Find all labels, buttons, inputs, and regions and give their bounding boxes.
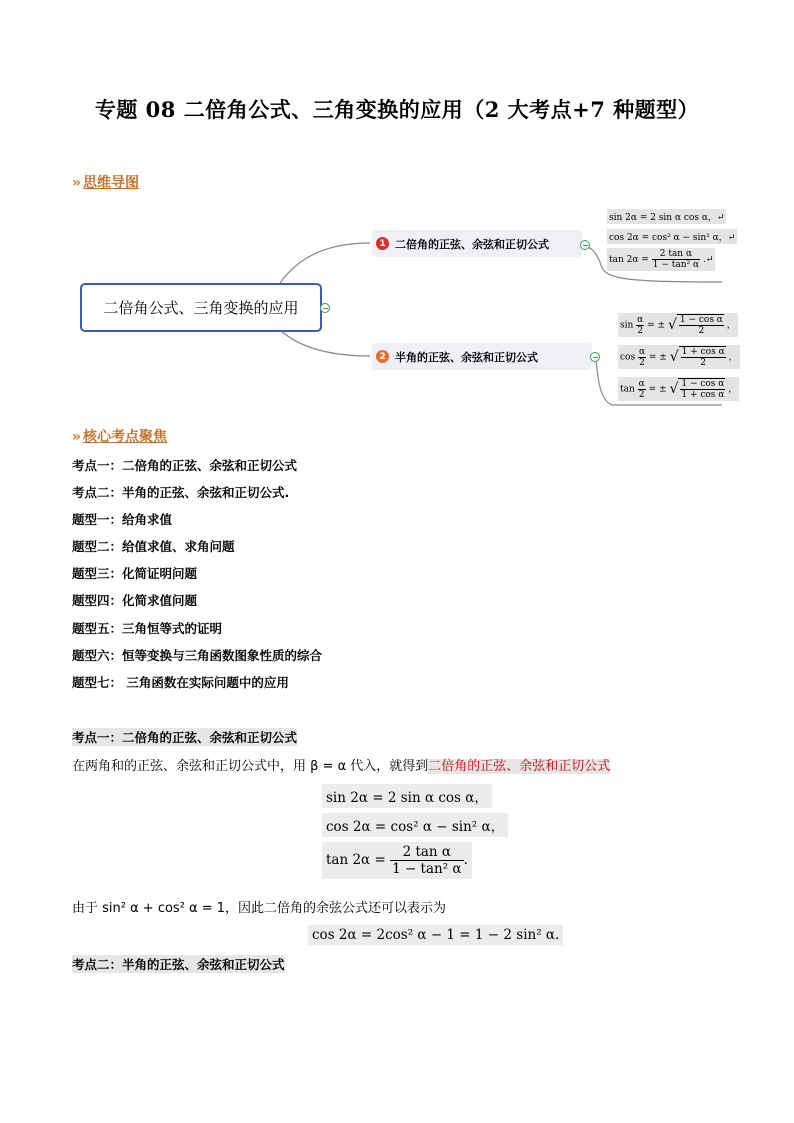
- mini-tan-end: .↵: [702, 255, 714, 265]
- frac-den: 2: [637, 325, 644, 336]
- mini-half-mid: = ±: [648, 352, 667, 363]
- list-item: 考点二：半角的正弦、余弦和正切公式.: [72, 485, 290, 500]
- list-item: 题型二：给值求值、求角问题: [72, 539, 235, 554]
- mini-half-end: ，: [728, 384, 738, 395]
- mini-half-mid: = ±: [647, 320, 666, 331]
- mini-formula-cos2a: cos 2α = cos² α − sin² α，↵: [607, 229, 737, 244]
- mini-formula-sin-half: [618, 313, 738, 337]
- frac-num: α: [638, 378, 645, 389]
- list-item: 考点一：二倍角的正弦、余弦和正切公式: [72, 458, 298, 473]
- section2-heading: 考点二：半角的正弦、余弦和正切公式: [72, 957, 285, 972]
- frac-den: 2: [700, 358, 707, 368]
- branch-2-label: 半角的正弦、余弦和正切公式: [395, 350, 538, 364]
- frac-den: 1 − tan² α: [392, 861, 462, 877]
- list-item: 题型四：化简求值问题: [72, 593, 198, 608]
- frac-den: 2: [638, 389, 645, 400]
- tan-lhs: tan 2α =: [326, 852, 386, 868]
- intro-highlight: 二倍角的正弦、余弦和正切公式: [428, 759, 611, 774]
- mini-half-sqrt: [678, 378, 725, 400]
- list-item: 题型一：给角求值: [72, 512, 173, 527]
- mini-formula-tan2a: [607, 248, 715, 271]
- page-title: 专题 08 二倍角公式、三角变换的应用（2 大考点+7 种题型）: [94, 97, 700, 122]
- tan-frac: [390, 844, 463, 877]
- mini-half-lhs: cos: [620, 352, 636, 363]
- frac-den: 2: [639, 357, 645, 368]
- section1-note: 由于 sin² α + cos² α = 1，因此二倍角的余弦公式还可以表示为: [72, 901, 447, 916]
- formula-cos2a: cos 2α = cos² α − sin² α，: [322, 813, 508, 837]
- frac-den: 1 + cos α: [681, 390, 725, 400]
- branch-1-label: 二倍角的正弦、余弦和正切公式: [395, 237, 549, 251]
- mini-half-frac: [638, 379, 646, 400]
- mini-half-end: ，: [728, 352, 738, 363]
- mini-formula-tan-half: [618, 377, 739, 401]
- section1-intro: [72, 755, 610, 774]
- mini-formula-cos-half: [618, 345, 740, 369]
- formula-sin2a: sin 2α = 2 sin α cos α，: [322, 784, 492, 808]
- mini-half-frac: [636, 315, 644, 336]
- mini-half-sqrt: [679, 346, 726, 368]
- double-chevron-icon: »: [72, 175, 82, 191]
- mini-tan-num: 2 tan α: [652, 249, 700, 260]
- frac-num: 1 + cos α: [681, 347, 725, 357]
- frac-num: 2 tan α: [390, 844, 463, 861]
- mini-half-lhs: tan: [620, 384, 635, 395]
- frac-num: α: [637, 314, 644, 325]
- mini-half-lhs: sin: [620, 320, 634, 331]
- mini-half-end: ，: [726, 320, 736, 331]
- mini-half-mid: = ±: [648, 384, 667, 395]
- core-heading: [72, 426, 167, 446]
- intro-text: 在两角和的正弦、余弦和正切公式中，用 β = α 代入，就得到: [72, 759, 429, 774]
- badge-2-icon: 2: [376, 350, 389, 363]
- mini-half-frac: [638, 347, 646, 368]
- mindmap-heading-label: 思维导图: [83, 175, 140, 191]
- double-chevron-icon: »: [72, 429, 82, 445]
- list-item: 题型三：化简证明问题: [72, 566, 198, 581]
- frac-num: 1 − cos α: [681, 379, 725, 389]
- mindmap-branch-1: [372, 230, 582, 257]
- list-item: 题型五：三角恒等式的证明: [72, 621, 223, 636]
- formula-cos2a-alt: cos 2α = 2cos² α − 1 = 1 − 2 sin² α.: [308, 925, 563, 945]
- section1-heading: 考点一：二倍角的正弦、余弦和正切公式: [72, 730, 298, 745]
- frac-den: 2: [698, 326, 705, 336]
- core-heading-label: 核心考点聚焦: [83, 429, 168, 445]
- collapse-icon[interactable]: [580, 240, 590, 250]
- frac-num: 1 − cos α: [679, 315, 723, 325]
- formula-tan2a: [322, 842, 472, 879]
- sqrt-icon: √: [667, 317, 677, 333]
- mini-half-sqrt: [677, 314, 724, 336]
- mini-formula-sin2a: sin 2α = 2 sin α cos α，↵: [607, 209, 726, 224]
- list-item: 题型六：恒等变换与三角函数图象性质的综合: [72, 648, 323, 663]
- mini-tan-frac: [652, 249, 700, 270]
- collapse-icon[interactable]: [320, 303, 330, 313]
- center-node-label: 二倍角公式、三角变换的应用: [103, 299, 299, 317]
- frac-num: α: [638, 346, 646, 357]
- mini-tan-lhs: tan 2α =: [609, 255, 649, 265]
- sqrt-icon: √: [669, 381, 679, 397]
- mini-tan-den: 1 − tan² α: [652, 260, 700, 270]
- mindmap-branch-2: [372, 343, 592, 370]
- badge-1-icon: 1: [376, 237, 389, 250]
- sqrt-icon: √: [669, 349, 679, 365]
- collapse-icon[interactable]: [590, 352, 600, 362]
- tan-end: .: [463, 852, 468, 868]
- list-item: 题型七： 三角函数在实际问题中的应用: [72, 675, 289, 690]
- mindmap-center-node: [80, 283, 322, 332]
